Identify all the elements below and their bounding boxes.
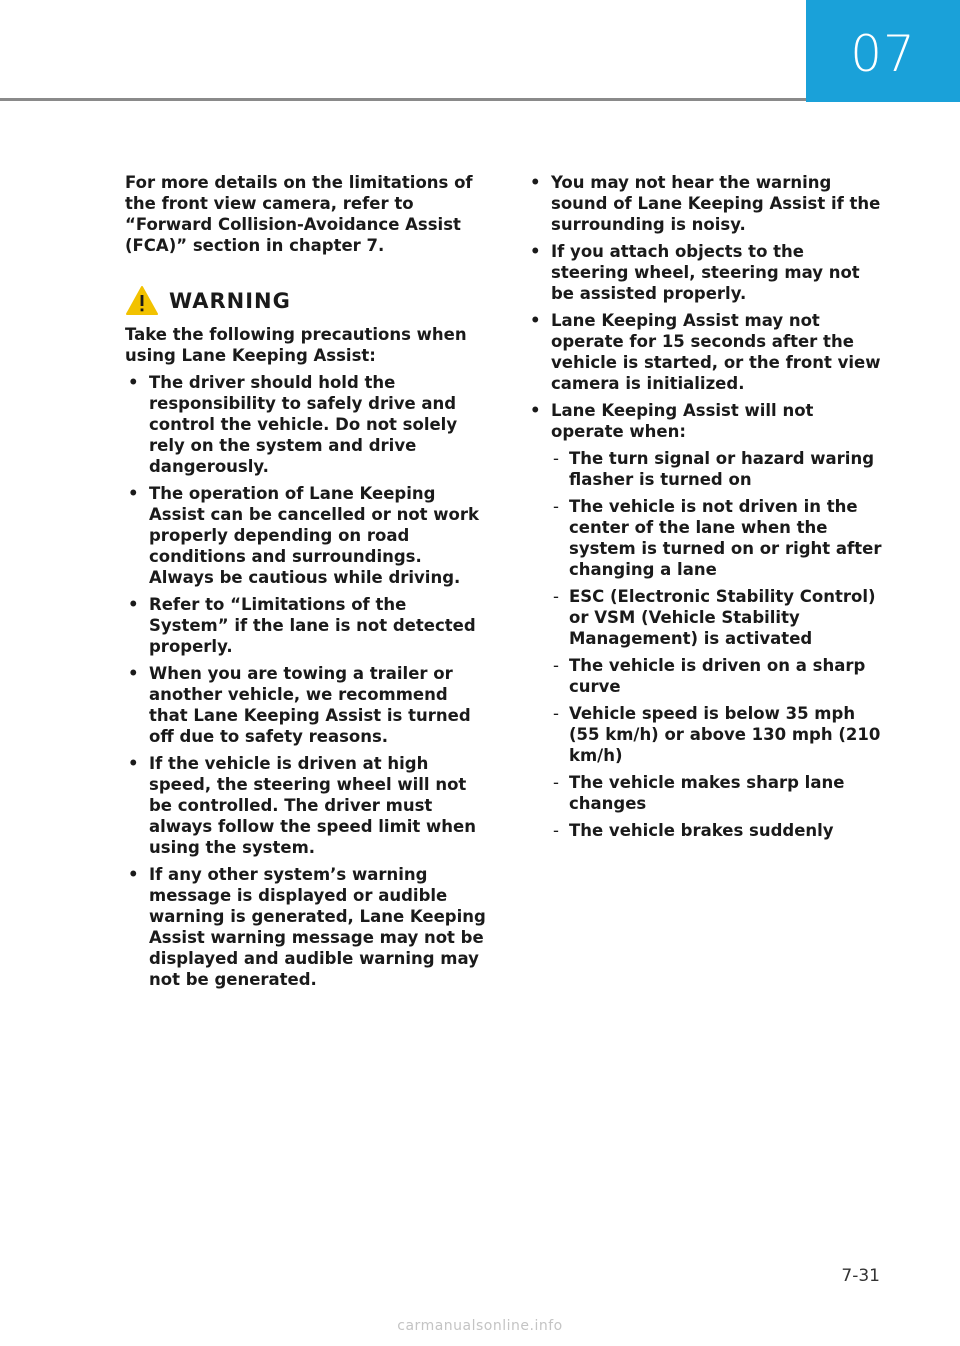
right-column xyxy=(527,172,887,847)
warning-bullet-text: If the vehicle is driven at high speed, the steering wheel will not be controlled. The driver must always follow the speed limit when using the system. xyxy=(149,754,476,857)
warning-title: WARNING xyxy=(169,289,291,313)
bullet-glyph: • xyxy=(128,865,139,884)
warning-bullet xyxy=(125,864,490,990)
page-number: 7-31 xyxy=(841,1266,880,1286)
right-bullet-text: You may not hear the warning sound of Lane Keeping Assist if the surrounding is noisy. xyxy=(551,173,881,234)
warning-bullet-text: The driver should hold the responsibility to safely drive and control the vehicle. Do not solely rely on the system and drive dangerously. xyxy=(149,373,458,476)
warning-bullet xyxy=(125,753,490,858)
condition-item xyxy=(551,820,887,841)
right-bullet-text: If you attach objects to the steering wheel, steering may not be assisted properly. xyxy=(551,242,860,303)
condition-item xyxy=(551,448,887,490)
warning-bullet xyxy=(125,483,490,588)
right-bullet-list xyxy=(527,172,887,841)
condition-item xyxy=(551,772,887,814)
bullet-glyph: • xyxy=(530,311,541,330)
condition-text: ESC (Electronic Stability Control) or VSM (Vehicle Stability Management) is activated xyxy=(569,587,876,648)
dash-glyph: - xyxy=(553,587,559,606)
right-bullet xyxy=(527,310,887,394)
right-bullet-text: Lane Keeping Assist may not operate for 15 seconds after the vehicle is started, or the front view camera is initialized. xyxy=(551,311,881,393)
warning-bullet-text: When you are towing a trailer or another vehicle, we recommend that Lane Keeping Assist is turned off due to safety reasons. xyxy=(149,664,471,746)
condition-text: The turn signal or hazard waring flasher is turned on xyxy=(569,449,875,489)
bullet-glyph: • xyxy=(128,595,139,614)
condition-item xyxy=(551,496,887,580)
condition-text: The vehicle is driven on a sharp curve xyxy=(569,656,866,696)
condition-item xyxy=(551,655,887,697)
bullet-glyph: • xyxy=(128,484,139,503)
dash-glyph: - xyxy=(553,773,559,792)
bullet-glyph: • xyxy=(128,373,139,392)
dash-glyph: - xyxy=(553,704,559,723)
right-bullet-text: Lane Keeping Assist will not operate when: xyxy=(551,401,814,441)
warning-bullet-list xyxy=(125,372,490,990)
left-column xyxy=(125,172,490,996)
condition-text: The vehicle is not driven in the center of the lane when the system is turned on or right after changing a lane xyxy=(569,497,882,579)
warning-heading xyxy=(125,284,490,318)
warning-bullet-text: If any other system’s warning message is displayed or audible warning is generated, Lane Keeping Assist warning message may not be displayed and audible warning may not be generated. xyxy=(149,865,486,989)
right-bullet xyxy=(527,241,887,304)
dash-glyph: - xyxy=(553,497,559,516)
dash-glyph: - xyxy=(553,656,559,675)
right-bullet xyxy=(527,172,887,235)
warning-bullet-text: Refer to “Limitations of the System” if the lane is not detected properly. xyxy=(149,595,476,656)
condition-text: The vehicle makes sharp lane changes xyxy=(569,773,845,813)
condition-item xyxy=(551,586,887,649)
right-bullet xyxy=(527,400,887,841)
bullet-glyph: • xyxy=(530,401,541,420)
warning-bullet xyxy=(125,594,490,657)
bullet-glyph: • xyxy=(128,664,139,683)
condition-text: Vehicle speed is below 35 mph (55 km/h) or above 130 mph (210 km/h) xyxy=(569,704,881,765)
bullet-glyph: • xyxy=(530,242,541,261)
dash-glyph: - xyxy=(553,449,559,468)
watermark: carmanualsonline.info xyxy=(397,1318,563,1334)
condition-item xyxy=(551,703,887,766)
dash-glyph: - xyxy=(553,821,559,840)
warning-bullet-text: The operation of Lane Keeping Assist can be cancelled or not work properly depending on road conditions and surroundings. Always be cautious while driving. xyxy=(149,484,479,587)
bullet-glyph: • xyxy=(530,173,541,192)
warning-bullet xyxy=(125,663,490,747)
warning-lead: Take the following precautions when using Lane Keeping Assist: xyxy=(125,325,467,365)
header-rule xyxy=(0,98,806,101)
not-operate-condition-list xyxy=(551,448,887,841)
warning-bullet xyxy=(125,372,490,477)
bullet-glyph: • xyxy=(128,754,139,773)
condition-text: The vehicle brakes suddenly xyxy=(569,821,834,840)
warning-triangle-icon xyxy=(125,284,159,318)
chapter-tab: 07 xyxy=(806,0,960,102)
intro-paragraph: For more details on the limitations of the front view camera, refer to “Forward Collision-Avoidance Assist (FCA)” section in chapter 7. xyxy=(125,173,473,255)
